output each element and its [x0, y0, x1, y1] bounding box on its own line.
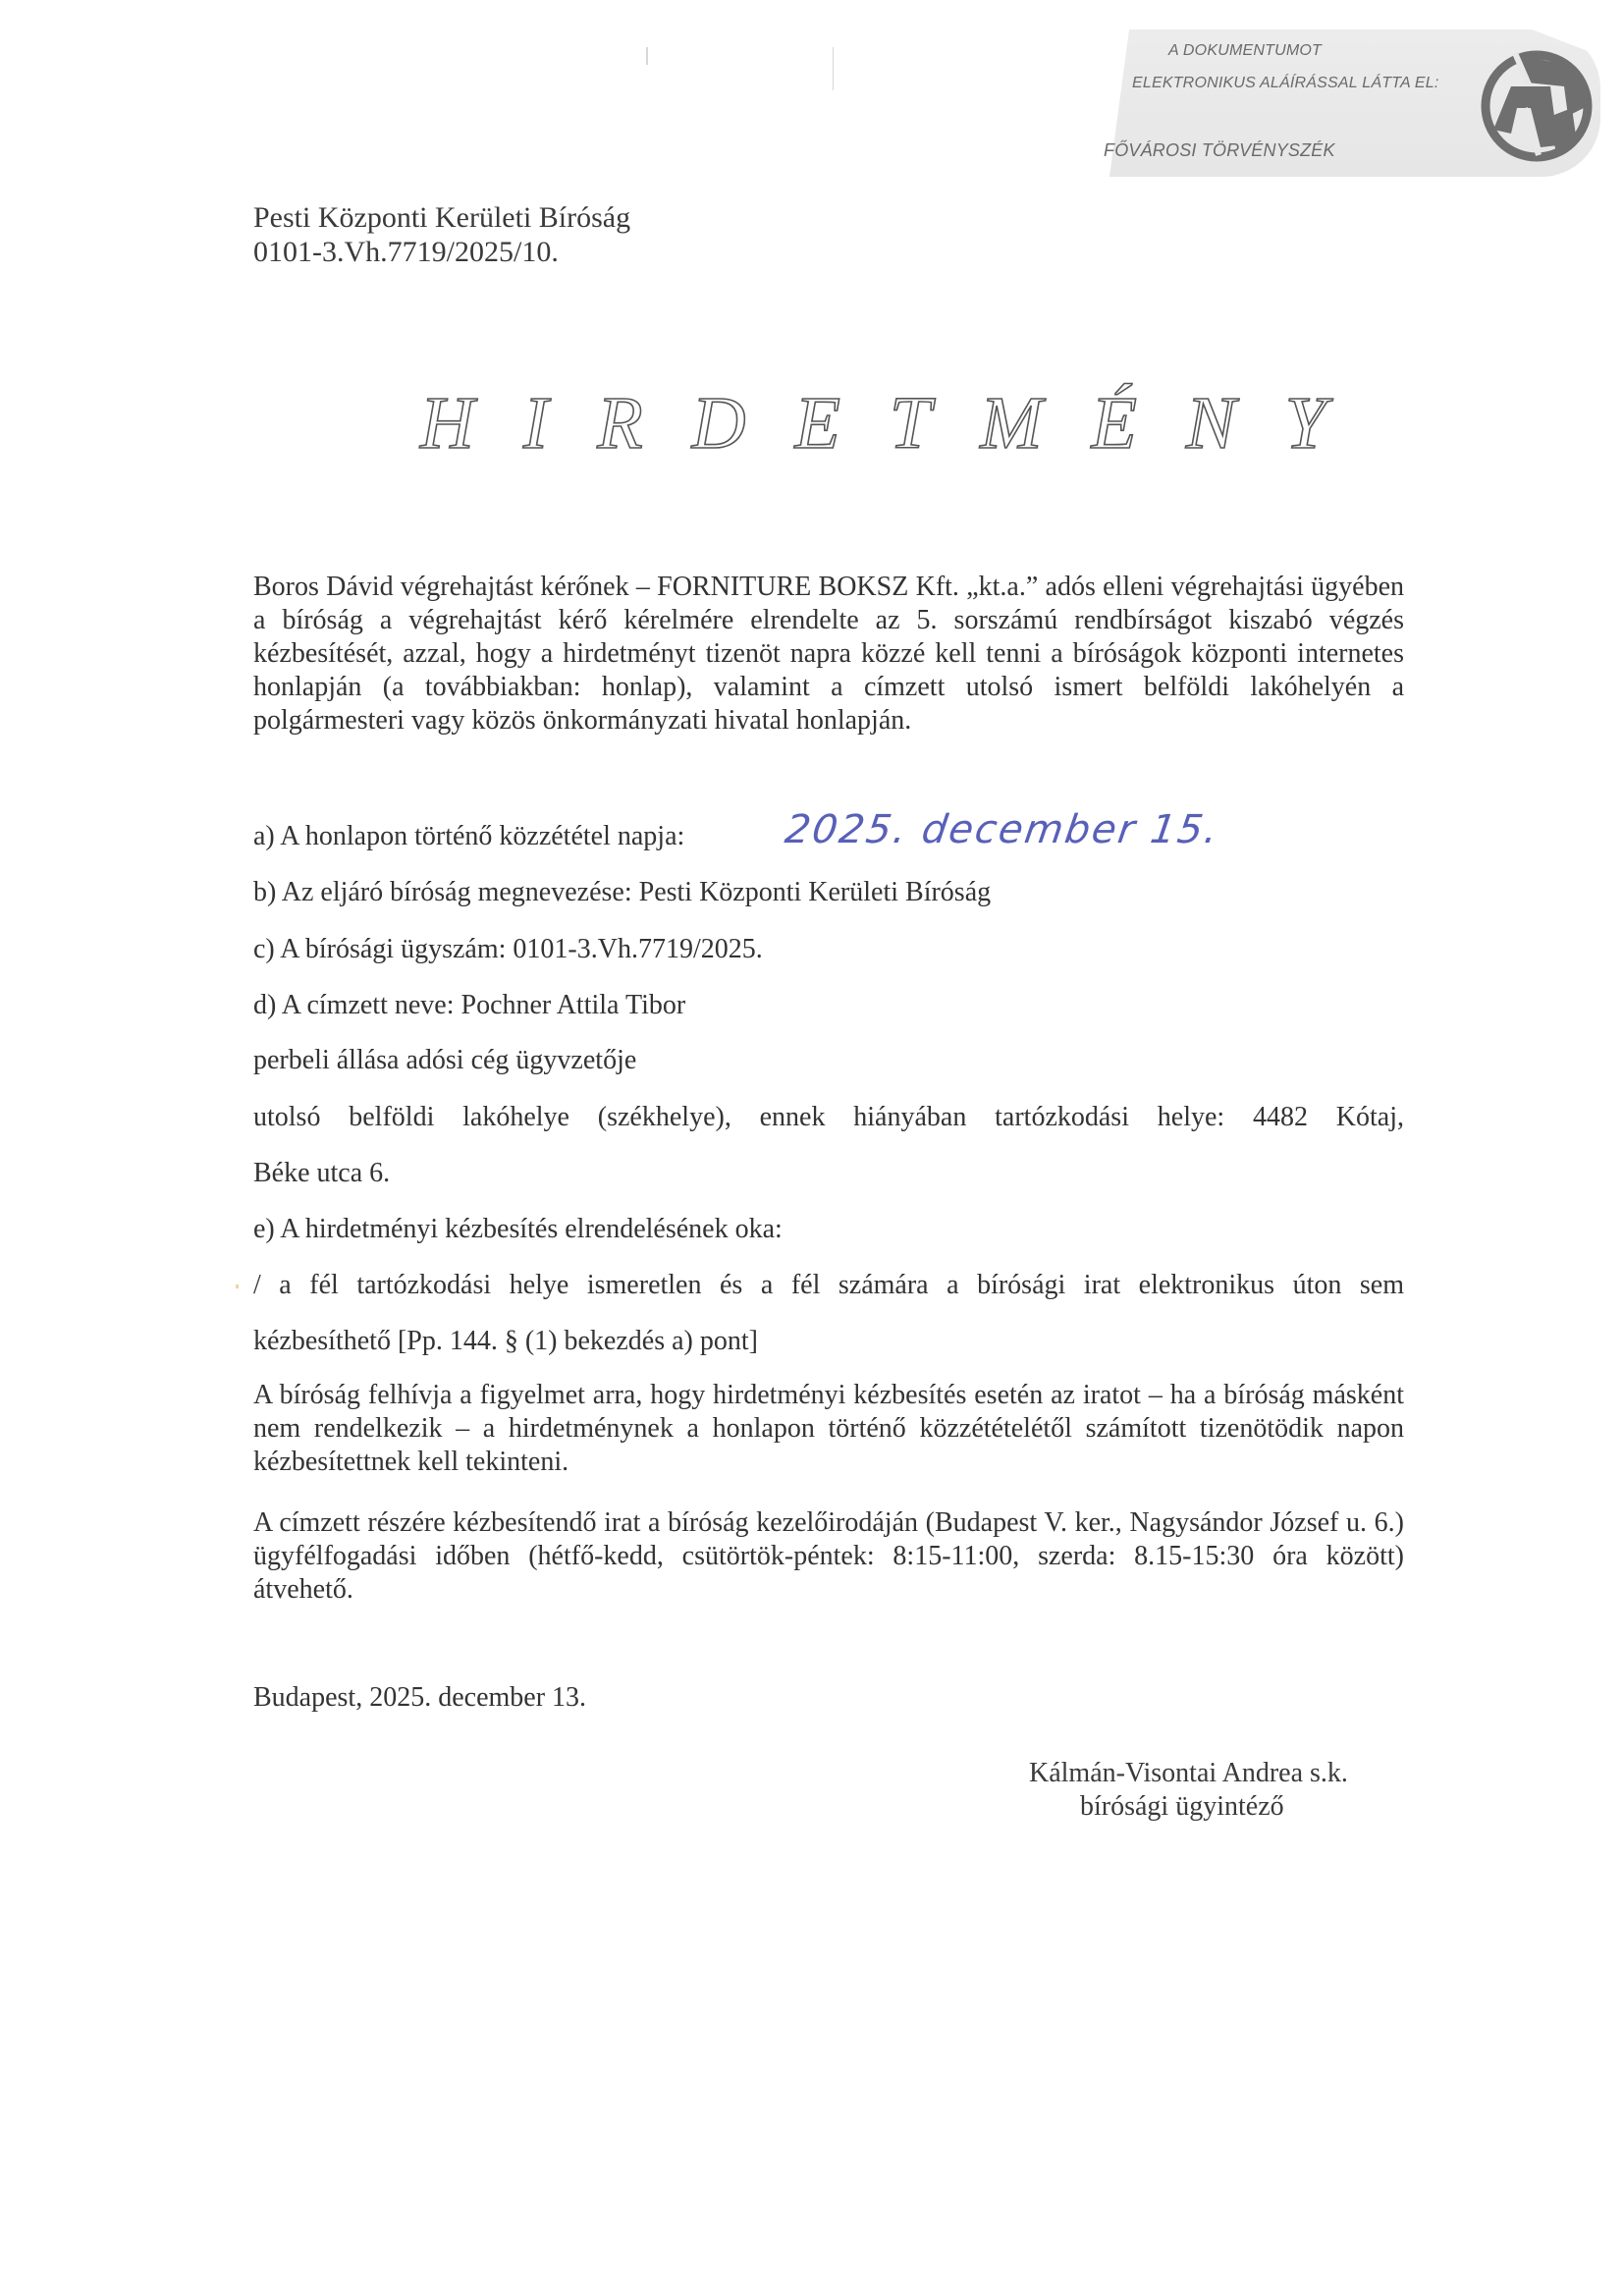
scan-speck [833, 47, 834, 90]
stamp-line-1: A DOKUMENTUMOT [1168, 42, 1322, 59]
signatory-name: Kálmán-Visontai Andrea s.k. [1029, 1758, 1348, 1788]
item-e-reason-line-2: kézbesíthető [Pp. 144. § (1) bekezdés a) pont] [253, 1326, 758, 1356]
item-d-address-line-1: utolsó belföldi lakóhelye (székhelye), ennek hiányában tartózkodási helye: 4482 Kótaj, [253, 1102, 1404, 1132]
item-a-handwritten-date: 2025. december 15. [782, 807, 1222, 852]
item-d: d) A címzett neve: Pochner Attila Tibor [253, 990, 686, 1020]
scan-speck [236, 1285, 239, 1288]
notice-paragraph: A bíróság felhívja a figyelmet arra, hogy hirdetményi kézbesítés esetén az iratot – ha a bíróság másként nem rendelkezik – a hirdetménynek a honlapon történő közzétételétől számított tizenötödik napon kézbesítettnek kell tekinteni. [253, 1380, 1404, 1477]
signatory-role: bírósági ügyintéző [1080, 1791, 1284, 1822]
place-and-date: Budapest, 2025. december 13. [253, 1682, 587, 1713]
scan-speck [646, 47, 648, 65]
item-b: b) Az eljáró bíróság megnevezése: Pesti Központi Kerületi Bíróság [253, 877, 992, 907]
document-title-text: HIRDETMÉNY [420, 382, 1376, 465]
item-d-position: perbeli állása adósi cég ügyvzetője [253, 1045, 637, 1075]
case-reference: 0101-3.Vh.7719/2025/10. [253, 236, 559, 268]
document-title [412, 371, 1376, 469]
stamp-line-2: ELEKTRONIKUS ALÁÍRÁSSAL LÁTTA EL: [1132, 75, 1439, 91]
item-e: e) A hirdetményi kézbesítés elrendelésének oka: [253, 1214, 783, 1244]
item-d-address-line-2: Béke utca 6. [253, 1158, 391, 1188]
court-name: Pesti Központi Kerületi Bíróság [253, 201, 631, 234]
intro-paragraph: Boros Dávid végrehajtást kérőnek – FORNITURE BOKSZ Kft. „kt.a.” adós elleni végrehajtási ügyében a bíróság a végrehajtást kérő kérelmére elrendelte az 5. sorszámú rendbírságot kiszabó végzés kézbesítését, azzal, hogy a hirdetményt tizenöt napra közzé kell tenni a bíróságok központi internetes honlapján (a továbbiakban: honlap), valamint a címzett utolsó ismert belföldi lakóhelyén a polgármesteri vagy közös önkormányzati hivatal honlapján. [253, 572, 1404, 736]
item-e-reason-line-1: / a fél tartózkodási helye ismeretlen és a fél számára a bírósági irat elektronikus úton sem [253, 1270, 1404, 1300]
item-a-label: a) A honlapon történő közzététel napja: [253, 821, 685, 851]
stamp-court-name: FŐVÁROSI TÖRVÉNYSZÉK [1104, 140, 1335, 160]
item-c: c) A bírósági ügyszám: 0101-3.Vh.7719/2025. [253, 934, 763, 964]
pickup-paragraph: A címzett részére kézbesítendő irat a bíróság kezelőirodáján (Budapest V. ker., Nagysándor József u. 6.) ügyfélfogadási időben (hétfő-kedd, csütörtök-péntek: 8:15-11:00, szerda: 8.15-15:30 óra között) átvehető. [253, 1507, 1404, 1605]
court-logo-icon [1478, 47, 1596, 165]
